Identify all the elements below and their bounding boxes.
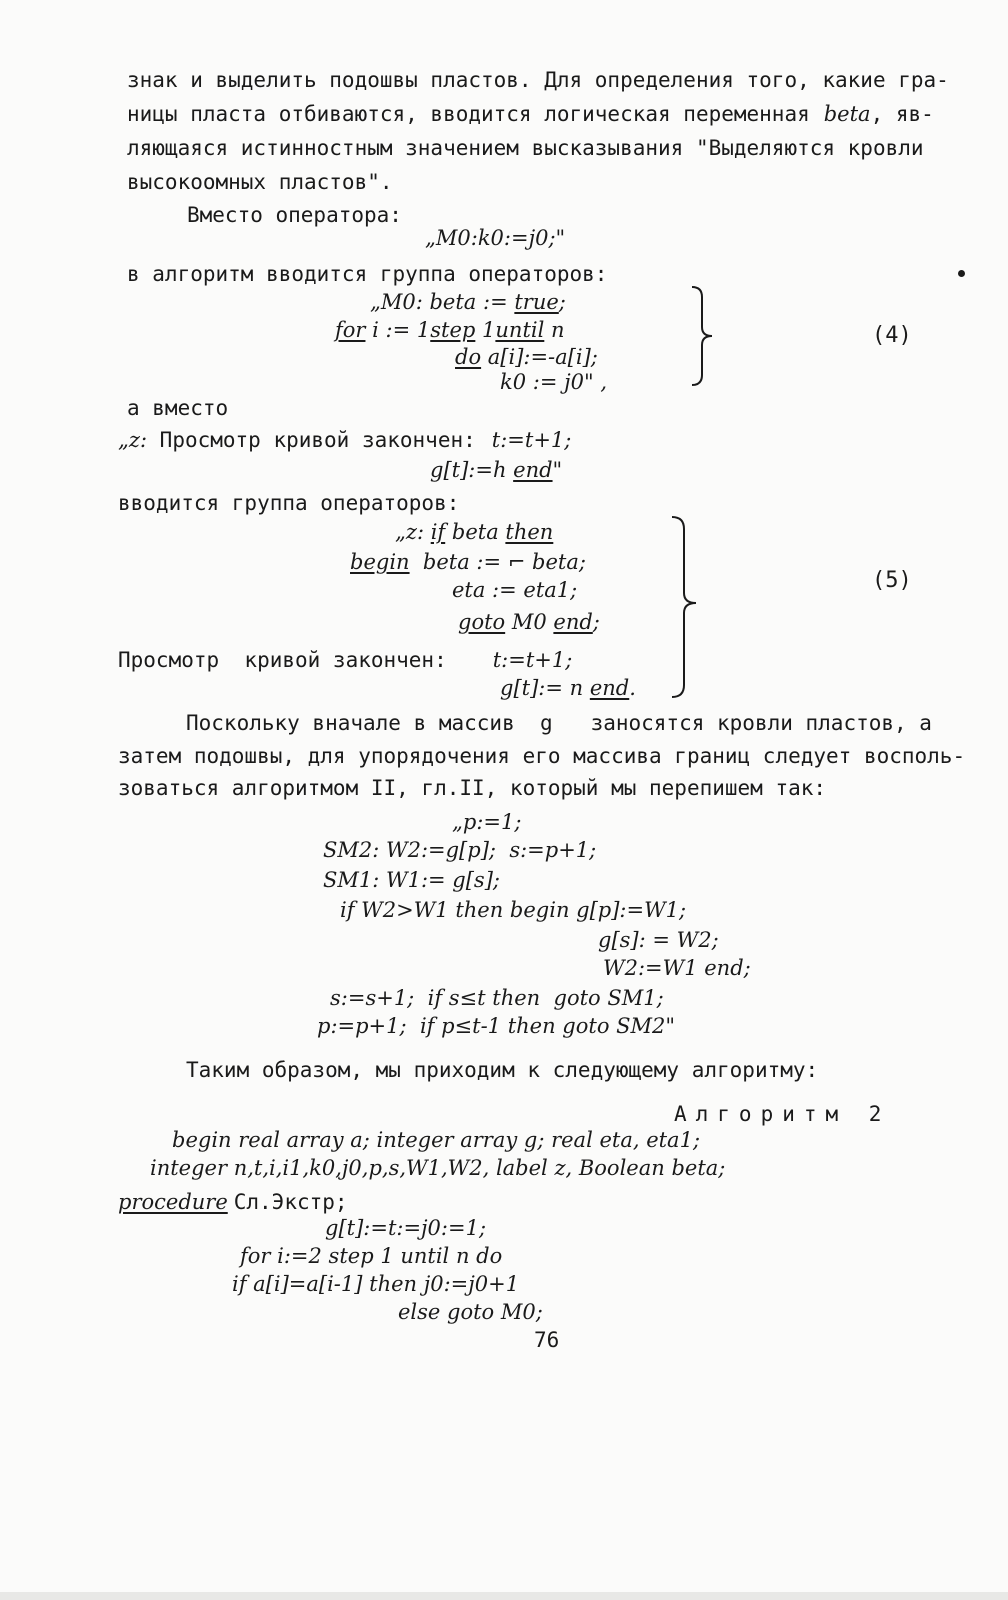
keyword: if: [430, 520, 446, 544]
procedure-name: Сл.Экстр;: [233, 1190, 348, 1214]
code-line: [430, 460, 562, 481]
code-line: if a[i]=a[i-1] then j0:=j0+1: [232, 1272, 520, 1296]
text-fragment: Просмотр кривой закончен:: [118, 648, 447, 672]
text-line: в алгоритм вводится группа операторов:: [127, 262, 608, 286]
code-fragment: a[i]:=-a[i];: [481, 345, 598, 369]
algorithm-title: Алгоритм 2: [674, 1102, 891, 1126]
scan-edge: [0, 1592, 1008, 1600]
keyword: goto: [458, 610, 506, 634]
code-line: p:=p+1; if p≤t-1 then goto SM2": [317, 1014, 676, 1038]
text-line: Таким образом, мы приходим к следующему алгоритму:: [186, 1058, 819, 1082]
text-line: Поскольку вначале в массив g заносятся кровли пластов, а: [186, 711, 932, 735]
code-line: eta := eta1;: [452, 578, 578, 602]
code-line: for i:=2 step 1 until n do: [240, 1244, 503, 1268]
keyword: step: [430, 318, 476, 342]
keyword: for: [335, 318, 366, 342]
code-line: „p:=1;: [452, 810, 522, 834]
code-line: [350, 552, 586, 573]
page-number: 76: [534, 1328, 560, 1352]
right-brace: [690, 285, 720, 388]
text-line: высокоомных пластов".: [127, 170, 393, 194]
text-fragment: , яв-: [870, 102, 934, 126]
code-line: g[t]:=t:=j0:=1;: [325, 1216, 487, 1240]
code-fragment: g[t]:= n: [500, 676, 590, 700]
code-line: else goto M0;: [398, 1300, 543, 1324]
code-line: integer n,t,i,i1,k0,j0,p,s,W1,W2, label z, Boolean beta;: [150, 1156, 726, 1180]
code-fragment: „z:: [395, 520, 431, 544]
code-fragment: .: [629, 676, 636, 700]
code-fragment: n: [544, 318, 565, 342]
code-line: SM1: W1:= g[s];: [323, 868, 500, 892]
code-line: [458, 612, 600, 633]
keyword: then: [505, 520, 554, 544]
code-fragment: „M0: beta :=: [370, 290, 515, 314]
code-line: [118, 1192, 348, 1213]
code-line: [395, 522, 553, 543]
code-line: begin real array a; integer array g; real eta, eta1;: [172, 1128, 701, 1152]
code-fragment: ": [552, 458, 563, 482]
keyword: until: [495, 318, 545, 342]
code-line: s:=s+1; if s≤t then goto SM1;: [330, 986, 664, 1010]
code-line: k0 := j0" ,: [500, 370, 607, 394]
code-fragment: i := 1: [365, 318, 431, 342]
keyword: begin: [350, 550, 410, 574]
margin-mark: [958, 270, 965, 277]
code-fragment: 1: [475, 318, 496, 342]
keyword: end: [553, 610, 593, 634]
text-line: [118, 650, 572, 671]
equation-number: (4): [872, 323, 912, 348]
code-line: [370, 292, 566, 313]
code-fragment: M0: [505, 610, 554, 634]
code-fragment: beta: [445, 520, 506, 544]
text-fragment: Просмотр кривой закончен:: [147, 428, 476, 452]
code-fragment: ;: [558, 290, 566, 314]
code-fragment: „z:: [118, 428, 148, 452]
code-line: [500, 678, 636, 699]
code-line: W2:=W1 end;: [603, 956, 751, 980]
code-line: [455, 347, 598, 368]
code-line: „M0:k0:=j0;": [425, 226, 566, 250]
keyword: end: [589, 676, 630, 700]
text-line: [118, 430, 571, 451]
code-line: g[s]: = W2;: [598, 928, 719, 952]
text-line: затем подошвы, для упорядочения его массива границ следует восполь-: [118, 744, 966, 768]
text-line: Вместо оператора:: [187, 203, 402, 227]
equation-number: (5): [872, 568, 912, 593]
code-fragment: ;: [592, 610, 600, 634]
code-line: SM2: W2:=g[p]; s:=p+1;: [323, 838, 597, 862]
text-line: зоваться алгоритмом II, гл.II, который мы перепишем так:: [118, 776, 827, 800]
text-line: вводится группа операторов:: [118, 491, 460, 515]
code-fragment: beta := ⌐ beta;: [409, 550, 586, 574]
code-line: [335, 320, 565, 341]
code-fragment: g[t]:=h: [430, 458, 514, 482]
keyword: procedure: [118, 1190, 228, 1214]
text-line: [127, 104, 934, 125]
code-line: if W2>W1 then begin g[p]:=W1;: [340, 898, 687, 922]
code-fragment: t:=t+1;: [492, 648, 573, 672]
right-brace: [670, 515, 704, 700]
keyword: do: [455, 345, 482, 369]
variable-beta: beta: [823, 102, 871, 126]
keyword: end: [513, 458, 553, 482]
text-line: знак и выделить подошвы пластов. Для определения того, какие гра-: [127, 68, 949, 92]
text-fragment: ницы пласта отбиваются, вводится логическая переменная: [127, 102, 810, 126]
code-fragment: t:=t+1;: [491, 428, 572, 452]
keyword: true: [514, 290, 559, 314]
text-line: а вместо: [127, 396, 229, 420]
text-line: ляющаяся истинностным значением высказывания "Выделяются кровли: [127, 136, 924, 160]
